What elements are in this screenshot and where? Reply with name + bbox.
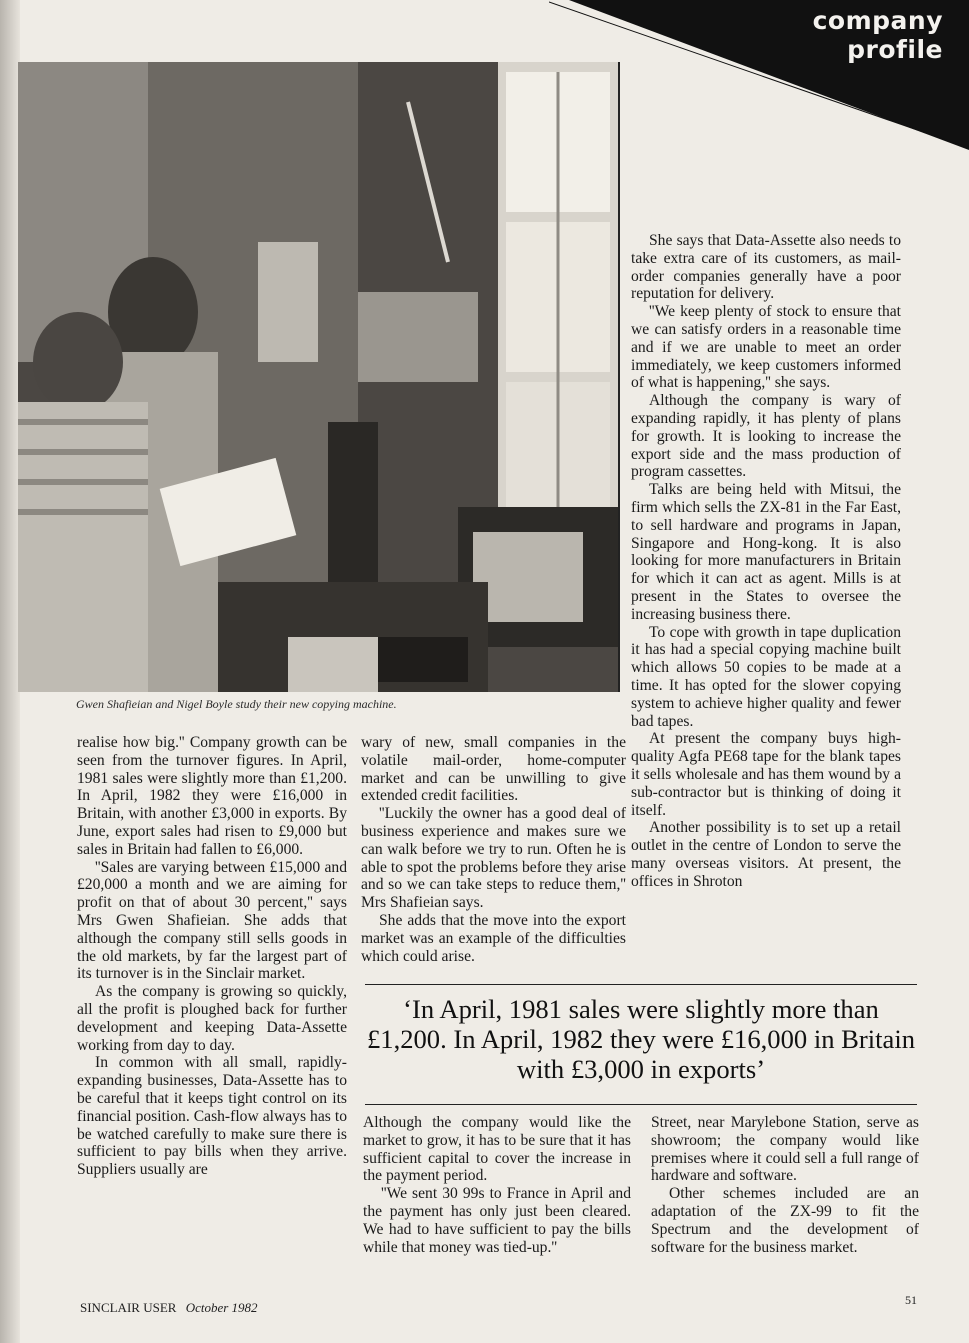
section-label-line2: profile — [847, 35, 943, 64]
column-3-paragraph-2: ''We keep plenty of stock to ensure that we can satisfy orders in a reasonable time and if we are unable to meet an order immediately, we keep customers informed of what is happening,'' she says. — [631, 303, 901, 392]
column-1-paragraph-3: As the company is growing so quickly, all the profit is ploughed back for further development and keeping Data-Assette working from day to day. — [77, 983, 347, 1054]
pull-quote: ‘In April, 1981 sales were slightly more than £1,200. In April, 1982 they were £16,000 in Britain with £3,000 in exports’ — [366, 994, 916, 1084]
column-5-paragraph-2: Other schemes included are an adaptation of the ZX-99 to fit the Spectrum and the development of software for the business market. — [651, 1185, 919, 1256]
column-4-paragraph-1: Although the company would like the market to grow, it has to be sure that it has sufficient capital to cover the increase in the payment period. — [363, 1114, 631, 1185]
article-column-2 — [361, 734, 626, 965]
column-1-paragraph-1: realise how big.'' Company growth can be seen from the turnover figures. In April, 1981 sales were slightly more than £1,200. In April, 1982 they were £16,000 in Britain, with another £3,000 in exports. By June, export sales had risen to £9,000 but sales in Britain had fallen to £6,000. — [77, 734, 347, 858]
page-number: 51 — [905, 1293, 917, 1307]
column-5-paragraph-1: Street, near Marylebone Station, serve as showroom; the company would like premises where it could sell a full range of hardware and software. — [651, 1114, 919, 1185]
section-label-line1: company — [812, 6, 943, 35]
pull-quote-bottom-rule — [365, 1104, 917, 1105]
issue-date: October 1982 — [185, 1300, 258, 1315]
page-footer — [80, 1300, 258, 1316]
pull-quote-top-rule — [365, 984, 917, 985]
column-3-paragraph-7: Another possibility is to set up a retail outlet in the centre of London to serve the many overseas visitors. At present, the offices in Shroton — [631, 819, 901, 890]
column-2-paragraph-1: wary of new, small companies in the volatile mail-order, home-computer market and can be unwilling to give extended credit facilities. — [361, 734, 626, 805]
article-column-4 — [363, 1114, 631, 1256]
article-column-3 — [631, 232, 901, 890]
photo-caption: Gwen Shafieian and Nigel Boyle study their new copying machine. — [76, 697, 397, 711]
article-column-5 — [651, 1114, 919, 1256]
column-1-paragraph-2: ''Sales are varying between £15,000 and £20,000 a month and we are aiming for profit on that of about 30 percent,'' says Mrs Gwen Shafieian. She adds that although the company still sells goods in the old markets, by far the largest part of its turnover is in the Sinclair market. — [77, 858, 347, 983]
section-label — [813, 6, 943, 64]
column-3-paragraph-4: Talks are being held with Mitsui, the firm which sells the ZX-81 in the Far East, to sell hardware and programs in Japan, Singapore and Hong-kong. It is also looking for more manufacturers in Britain for which it can act as agent. Mills is at present in the States to oversee the increasing business there. — [631, 481, 901, 623]
column-3-paragraph-6: At present the company buys high-quality Agfa PE68 tape for the blank tapes it sells wholesale and has them wound by a sub-contractor but is thinking of doing it itself. — [631, 730, 901, 819]
column-3-paragraph-1: She says that Data-Assette also needs to take extra care of its customers, as mail-order companies generally have a poor reputation for delivery. — [631, 232, 901, 303]
page-spine-shadow — [0, 0, 20, 1343]
column-4-paragraph-2: ''We sent 30 99s to France in April and the payment has only just been cleared. We had to have sufficient to pay the bills while that money was tied-up.'' — [363, 1185, 631, 1256]
publication-name: SINCLAIR USER — [80, 1300, 177, 1315]
article-column-1 — [77, 734, 347, 1179]
column-3-paragraph-5: To cope with growth in tape duplication it has had a special copying machine built which allows 50 copies to be made at a time. It has opted for the slower copying system to achieve higher quality and fewer bad tapes. — [631, 623, 901, 730]
column-1-paragraph-4: In common with all small, rapidly-expanding businesses, Data-Assette has to be careful that it keeps tight control on its financial position. Cash-flow always has to be watched carefully to make sure there is sufficient to pay bills when they arrive. Suppliers usually are — [77, 1054, 347, 1179]
column-2-paragraph-2: ''Luckily the owner has a good deal of business experience and makes sure we can walk before we try to run. Often he is able to spot the problems before they arise and so we can take steps to reduce them,'' Mrs Shafieian says. — [361, 805, 626, 912]
column-2-paragraph-3: She adds that the move into the export market was an example of the difficulties which could arise. — [361, 911, 626, 965]
article-photo — [18, 62, 620, 692]
column-3-paragraph-3: Although the company is wary of expanding rapidly, it has plenty of plans for growth. It is looking to increase the export side and the mass production of program cassettes. — [631, 392, 901, 481]
